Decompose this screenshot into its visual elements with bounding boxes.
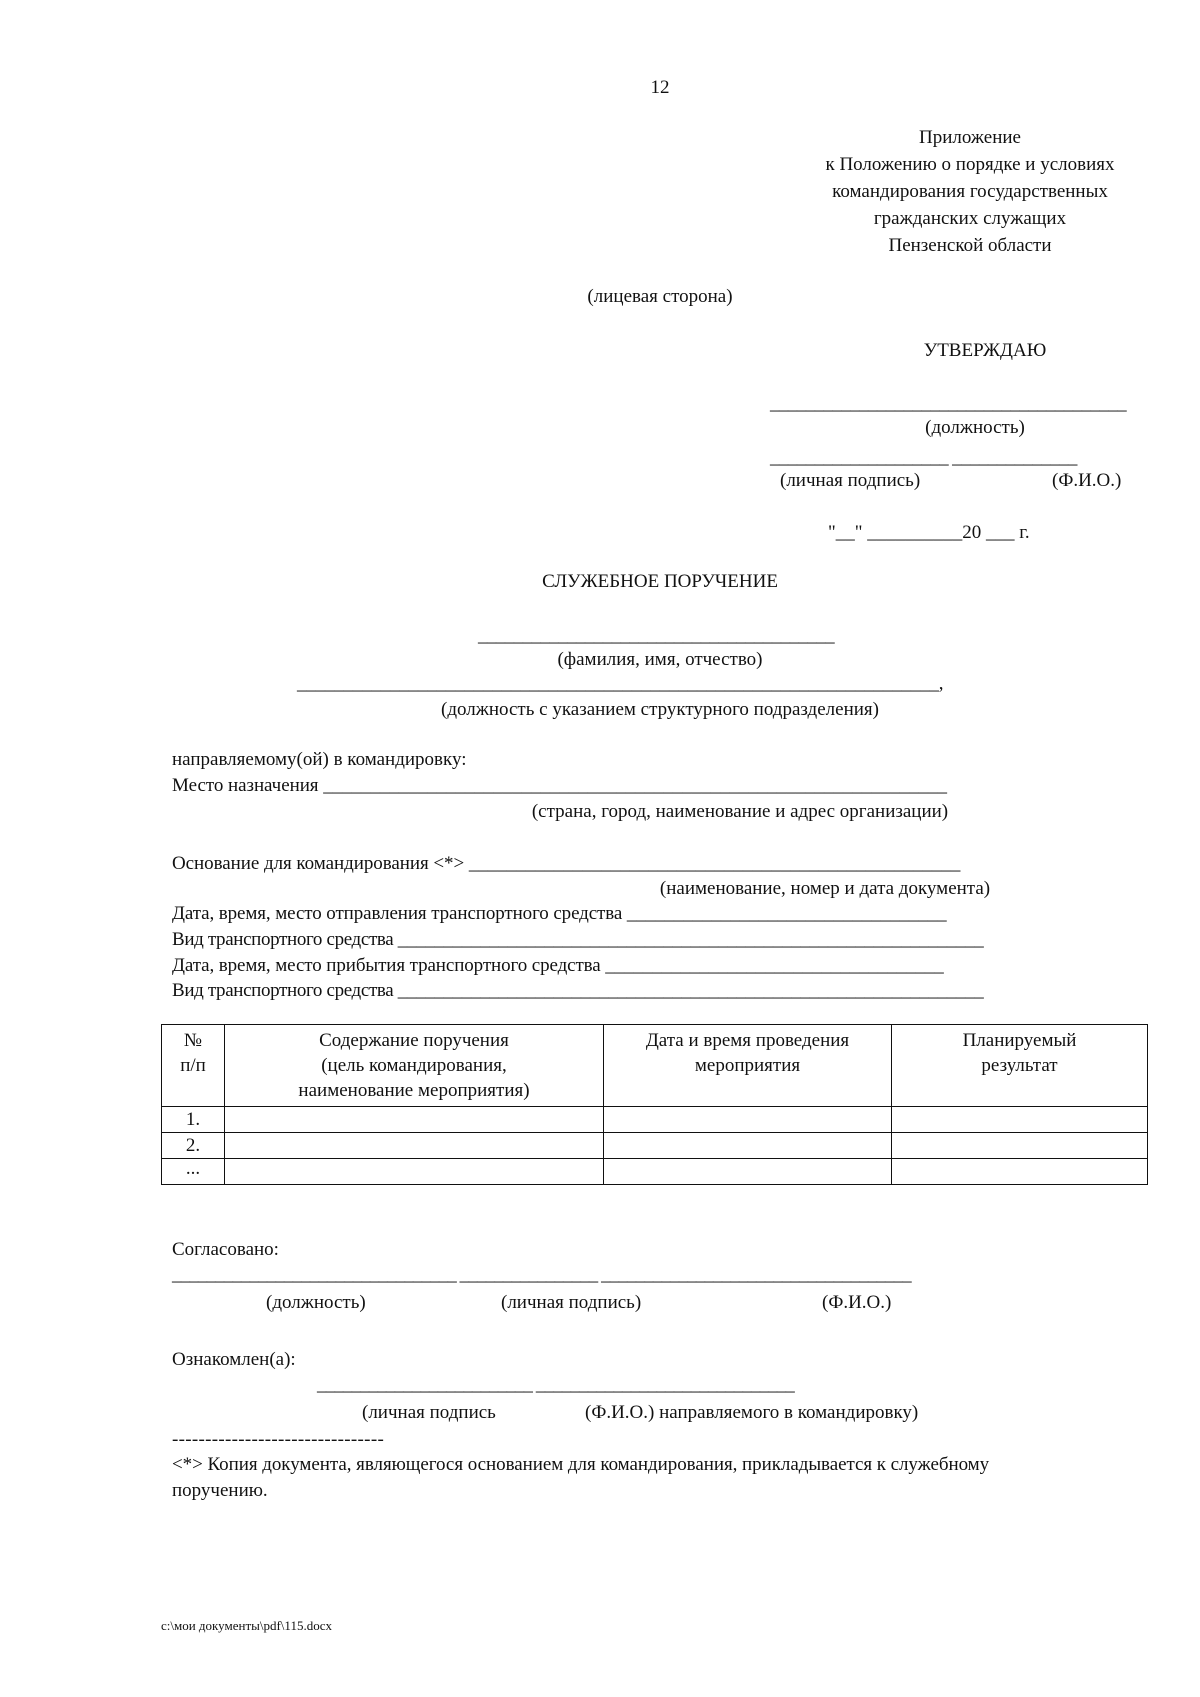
basis-caption: (наименование, номер и дата документа) — [659, 878, 991, 899]
row-result-cell — [892, 1159, 1148, 1185]
appendix-block — [790, 124, 1150, 259]
row-datetime-cell — [604, 1159, 892, 1185]
footnote-separator: -------------------------------- — [172, 1429, 385, 1450]
basis-field: Основание для командирования <*> ____________________________________________________ — [172, 853, 961, 874]
destination-caption: (страна, город, наименование и адрес организации) — [531, 801, 949, 822]
table-header-row — [162, 1025, 1148, 1107]
row-content-cell — [225, 1133, 604, 1159]
row-result-cell — [892, 1133, 1148, 1159]
appendix-line-5: Пензенской области — [888, 235, 1052, 256]
approve-fio-caption: (Ф.И.О.) — [1052, 470, 1122, 491]
acquainted-signature-caption: (личная подпись — [362, 1402, 496, 1423]
side-label: (лицевая сторона) — [587, 286, 733, 307]
row-number: 2. — [162, 1133, 225, 1159]
appendix-line-3: командирования государственных — [832, 181, 1108, 202]
header-datetime: Дата и время проведения мероприятия — [604, 1025, 892, 1107]
approve-signature-caption: (личная подпись) — [780, 470, 921, 491]
approve-position-caption: (должность) — [925, 417, 1025, 438]
header-number: № п/п — [162, 1025, 225, 1107]
agreed-position-caption: (должность) — [266, 1292, 366, 1313]
transport-field-2: Вид транспортного средства ________________________________________________________________ — [172, 980, 984, 1001]
footnote-text-line-1: <*> Копия документа, являющегося основанием для командирования, прикладывается к служебному — [172, 1454, 990, 1475]
person-name-caption: (фамилия, имя, отчество) — [557, 649, 763, 670]
transport-field-1: Вид транспортного средства ________________________________________________________________ — [172, 929, 984, 950]
file-path: c:\мои документы\pdf\115.docx — [161, 1618, 332, 1633]
acquainted-label: Ознакомлен(а): — [172, 1349, 296, 1370]
footnote-text-line-2: поручению. — [172, 1480, 268, 1501]
header-content: Содержание поручения (цель командирования, наименование мероприятия) — [225, 1025, 604, 1107]
destination-field: Место назначения __________________________________________________________________ — [172, 775, 947, 796]
agreed-signature-caption: (личная подпись) — [501, 1292, 642, 1313]
document-title: СЛУЖЕБНОЕ ПОРУЧЕНИЕ — [542, 571, 778, 592]
approve-date-line: "__" __________20 ___ г. — [828, 522, 1030, 543]
row-datetime-cell — [604, 1133, 892, 1159]
sent-label: направляемому(ой) в командировку: — [172, 749, 467, 770]
header-result: Планируемый результат — [892, 1025, 1148, 1107]
person-position-line: _____________________________________________________________________, — [297, 673, 944, 694]
row-datetime-cell — [604, 1107, 892, 1133]
appendix-line-1: Приложение — [919, 127, 1021, 148]
person-position-caption: (должность с указанием структурного подразделения) — [441, 699, 879, 720]
row-result-cell — [892, 1107, 1148, 1133]
assignment-table — [161, 1024, 1148, 1185]
row-content-cell — [225, 1107, 604, 1133]
approve-signature-line: ____________________ ______________ — [770, 447, 1077, 468]
person-name-line: ________________________________________ — [478, 625, 835, 646]
acquainted-fio-caption: (Ф.И.О.) направляемого в командировку) — [585, 1402, 919, 1423]
departure-field: Дата, время, место отправления транспортного средства __________________________________ — [172, 903, 947, 924]
table-row — [162, 1133, 1148, 1159]
approve-position-line: ________________________________________ — [770, 393, 1127, 414]
page-number: 12 — [650, 77, 670, 98]
arrival-field: Дата, время, место прибытия транспортного средства ____________________________________ — [172, 955, 944, 976]
agreed-lines: _________________________________ ________________ ____________________________________ — [172, 1264, 911, 1285]
agreed-label: Согласовано: — [172, 1239, 279, 1260]
appendix-line-2: к Положению о порядке и условиях — [825, 154, 1115, 175]
appendix-line-4: гражданских служащих — [873, 208, 1067, 229]
row-number: 1. — [162, 1107, 225, 1133]
approve-title: УТВЕРЖДАЮ — [923, 340, 1047, 361]
table-row — [162, 1159, 1148, 1185]
agreed-fio-caption: (Ф.И.О.) — [822, 1292, 892, 1313]
row-content-cell — [225, 1159, 604, 1185]
table-row — [162, 1107, 1148, 1133]
row-number: ... — [162, 1159, 225, 1185]
acquainted-lines: _________________________ ______________________________ — [317, 1374, 794, 1395]
